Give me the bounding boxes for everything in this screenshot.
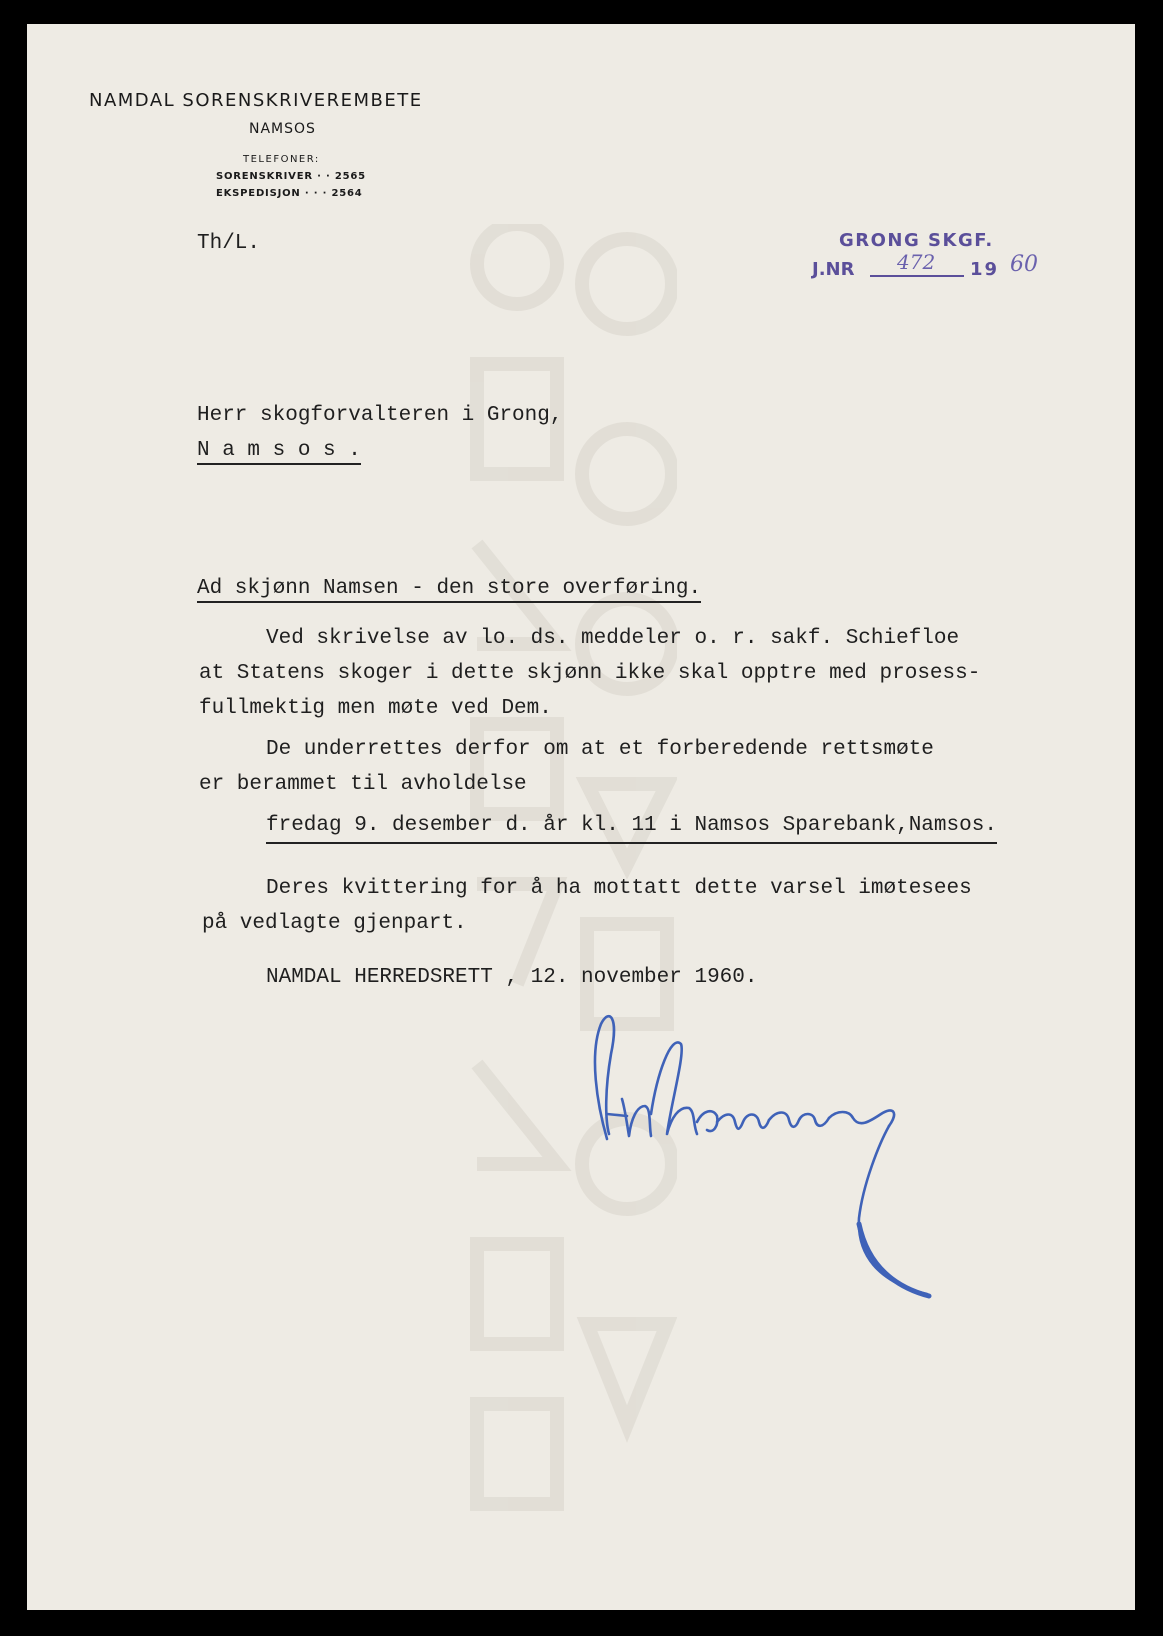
signature [567,994,947,1324]
subject-line: Ad skjønn Namsen - den store overføring. [197,577,701,603]
letterhead-phone-ekspedisjon: EKSPEDISJON · · · 2564 [216,188,363,199]
body-p1-line-3: fullmektig men møte ved Dem. [199,697,552,720]
letterhead-phones-label: TELEFONER: [243,154,320,165]
meeting-date-line: fredag 9. desember d. år kl. 11 i Namsos Sparebank,Namsos. [266,814,997,844]
journal-number-handwritten: 472 [897,250,936,274]
body-p2-line-2: er berammet til avholdelse [199,773,527,796]
letterhead-city: NAMSOS [249,121,316,137]
body-p3-line-2: på vedlagte gjenpart. [202,912,467,935]
body-p1-line-1: Ved skrivelse av lo. ds. meddeler o. r. sakf. Schiefloe [266,627,960,650]
recipient-line-1: Herr skogforvalteren i Grong, [197,404,563,427]
recipient-city: N a m s o s . [197,439,361,465]
journal-year-handwritten: 60 [1010,252,1038,277]
letter-page [27,24,1135,1610]
journal-stamp-jnr-line [870,275,964,277]
body-p3-line-1: Deres kvittering for å ha mottatt dette varsel imøtesees [266,877,972,900]
reference-initials: Th/L. [197,232,261,255]
letterhead-phone-sorenskriver: SORENSKRIVER · · 2565 [216,171,366,182]
body-p1-line-2: at Statens skoger i dette skjønn ikke skal opptre med prosess- [199,662,981,685]
journal-stamp-title: GRONG SKGF. [839,230,994,251]
journal-stamp-jnr-label: J.NR [812,259,855,280]
body-p2-line-1: De underrettes derfor om at et forberedende rettsmøte [266,738,934,761]
dateline: NAMDAL HERREDSRETT , 12. november 1960. [266,966,758,989]
journal-stamp-year-prefix: 19 [970,259,1000,280]
letterhead-office: NAMDAL SORENSKRIVEREMBETE [89,90,423,111]
